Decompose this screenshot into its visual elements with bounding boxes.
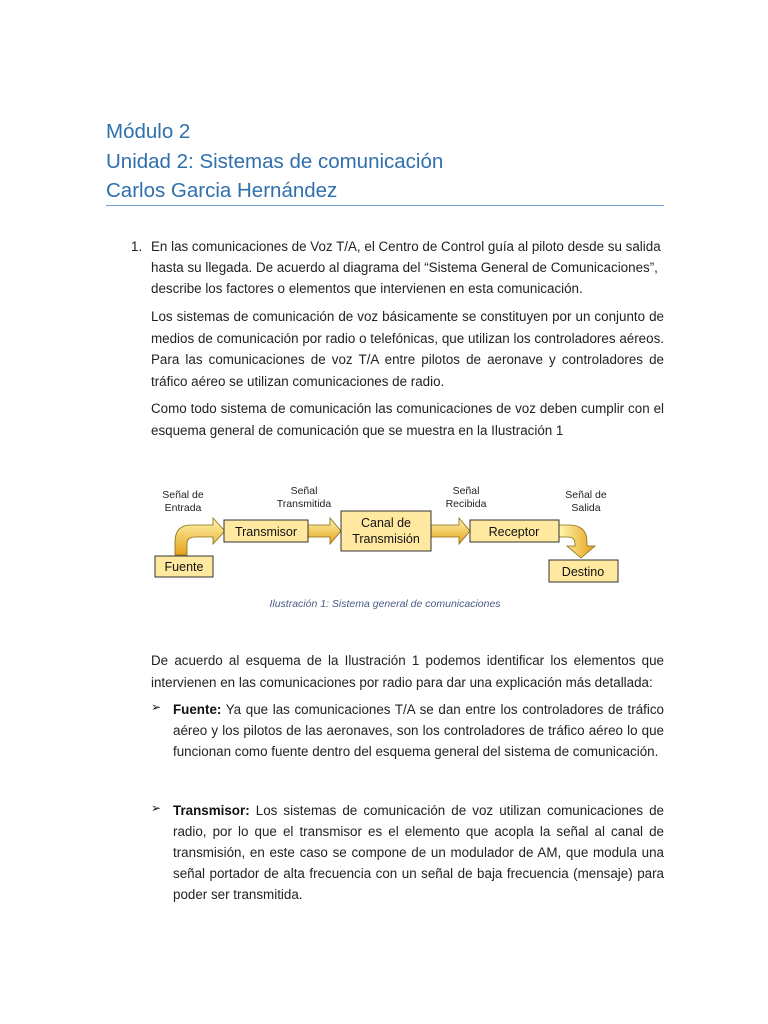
label-senal-recibida-1: Señal	[452, 485, 480, 497]
arrow-fuente-to-transmisor	[175, 518, 225, 555]
box-receptor-label: Receptor	[488, 525, 540, 539]
header-divider	[106, 205, 664, 206]
bullet-term: Fuente:	[173, 702, 222, 717]
box-fuente-label: Fuente	[164, 560, 204, 574]
box-receptor	[470, 520, 559, 542]
box-fuente	[155, 556, 213, 577]
bullet-description: Los sistemas de comunicación de voz utilizan comunicaciones de radio, por lo que el transmisor es el elemento que acopla la señal al canal de transmisión, en este caso se compone de un modulador de AM, que modula una señal portador de alta frecuencia con un señal de baja frecuencia (mensaje) para poder ser transmitida.	[173, 803, 664, 902]
label-senal-salida-2: Salida	[571, 502, 601, 514]
communication-system-diagram	[151, 478, 631, 593]
question-number: 1.	[131, 239, 143, 254]
label-senal-recibida	[446, 485, 487, 510]
box-transmisor-label: Transmisor	[234, 525, 298, 539]
arrow-bullet-icon: ➢	[151, 801, 162, 815]
paragraph: Los sistemas de comunicación de voz básicamente se constituyen por un conjunto de medios de comunicación por radio o telefónicas, que utilizan los controladores aéreos. Para las comunicaciones de voz T/A entre pilotos de aeronave y controladores de tráfico aéreo se utilizan comunicaciones de radio.	[151, 309, 664, 389]
arrow-transmisor-to-canal	[308, 518, 341, 544]
box-canal-label-1: Canal de	[360, 516, 412, 530]
bullet-text	[173, 699, 664, 762]
box-transmisor	[224, 520, 308, 542]
label-senal-transmitida-2: Transmitida	[276, 498, 332, 510]
question-item	[131, 236, 665, 299]
paragraph: Como todo sistema de comunicación las comunicaciones de voz deben cumplir con el esquema general de comunicación que se muestra en la Ilustración 1	[151, 401, 664, 438]
label-senal-salida-1: Señal de	[565, 489, 607, 501]
bullet-term: Transmisor:	[173, 803, 250, 818]
label-senal-salida	[565, 489, 607, 514]
bullet-description: Ya que las comunicaciones T/A se dan entre los controladores de tráfico aéreo y los pilotos de las aeronaves, son los controladores de tráfico aéreo lo que funcionan como fuente dentro del esquema general del sistema de comunicación.	[173, 702, 664, 759]
document-header	[106, 117, 664, 206]
figure-caption: Ilustración 1: Sistema general de comunicaciones	[269, 598, 501, 610]
box-destino-label: Destino	[561, 565, 605, 579]
arrow-bullet-icon: ➢	[151, 700, 162, 714]
box-canal-label-2: Transmisión	[352, 532, 420, 546]
module-title: Módulo 2	[106, 120, 191, 143]
arrow-canal-to-receptor	[431, 518, 470, 544]
label-senal-entrada	[162, 489, 204, 514]
label-senal-entrada-2: Entrada	[164, 502, 202, 514]
arrow-receptor-to-destino	[559, 525, 595, 558]
label-senal-transmitida-1: Señal	[290, 485, 318, 497]
box-destino	[549, 560, 618, 582]
paragraph: De acuerdo al esquema de la Ilustración 1 podemos identificar los elementos que intervienen en las comunicaciones por radio para dar una explicación más detallada:	[151, 653, 664, 690]
label-senal-recibida-2: Recibida	[445, 498, 487, 510]
label-senal-transmitida	[277, 485, 332, 510]
unit-title: Unidad 2: Sistemas de comunicación	[106, 149, 444, 173]
box-canal	[341, 511, 431, 551]
label-senal-entrada-1: Señal de	[162, 489, 204, 501]
bullet-item-transmisor	[151, 800, 664, 905]
bullet-item-fuente	[151, 699, 664, 762]
bullet-text	[173, 800, 664, 905]
question-text: En las comunicaciones de Voz T/A, el Centro de Control guía al piloto desde su salida hasta su llegada. De acuerdo al diagrama del “Sistema General de Comunicaciones”, describe los factores o elementos que intervienen en esta comunicación.	[151, 239, 661, 296]
author-name: Carlos Garcia Hernández	[106, 179, 338, 202]
